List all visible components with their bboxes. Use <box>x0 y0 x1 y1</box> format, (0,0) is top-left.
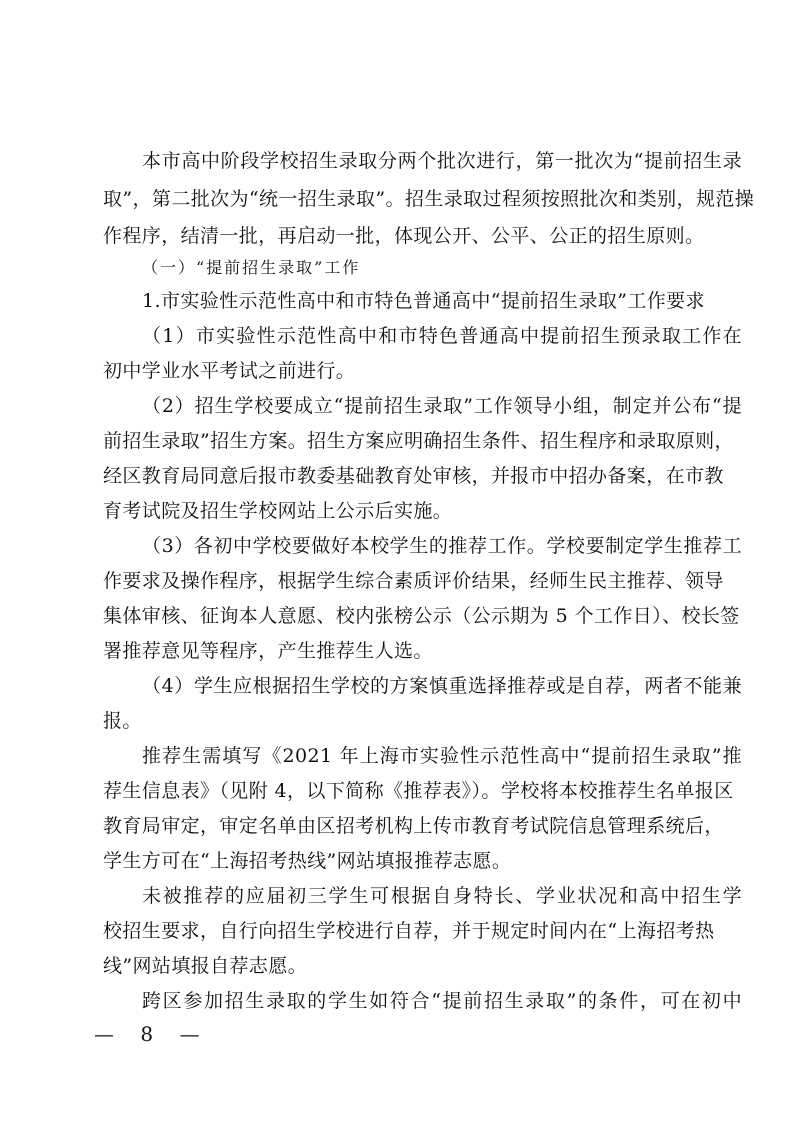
item-3-line-3: 集体审核、征询本人意愿、校内张榜公示（公示期为 5 个工作日）、校长签 <box>103 605 740 627</box>
item-heading: 1.市实验性示范性高中和市特色普通高中“提前招生录取”工作要求 <box>142 290 705 312</box>
item-1-line-1: （1）市实验性示范性高中和市特色普通高中提前招生预录取工作在 <box>142 325 742 347</box>
item-4-line-1: （4）学生应根据招生学校的方案慎重选择推荐或是自荐，两者不能兼 <box>142 675 742 697</box>
page-number: — 8 — <box>94 1022 210 1046</box>
section-subheading: （一）“提前招生录取”工作 <box>142 258 361 277</box>
paragraph-2-line-3: 教育局审定，审定名单由区招考机构上传市教育考试院信息管理系统后， <box>103 815 724 837</box>
paragraph-3-line-2: 校招生要求，自行向招生学校进行自荐，并于规定时间内在“上海招考热 <box>103 920 715 942</box>
paragraph-1-line-3: 作程序，结清一批，再启动一批，体现公开、公平、公正的招生原则。 <box>103 225 705 247</box>
item-3-line-2: 作要求及操作程序，根据学生综合素质评价结果，经师生民主推荐、领导 <box>103 570 724 592</box>
item-4-line-2: 报。 <box>103 710 142 732</box>
paragraph-1-line-2: 取”，第二批次为“统一招生录取”。招生录取过程须按照批次和类别，规范操 <box>103 188 755 210</box>
item-3-line-4: 署推荐意见等程序，产生推荐生人选。 <box>103 640 433 662</box>
item-2-line-2: 前招生录取”招生方案。招生方案应明确招生条件、招生程序和录取原则， <box>103 430 734 452</box>
paragraph-3-line-1: 未被推荐的应届初三学生可根据自身特长、学业状况和高中招生学 <box>142 885 742 907</box>
item-2-line-1: （2）招生学校要成立“提前招生录取”工作领导小组，制定并公布“提 <box>142 395 742 417</box>
paragraph-2-line-2: 荐生信息表》（见附 4，以下简称《推荐表》）。学校将本校推荐生名单报区 <box>103 780 734 802</box>
item-3-line-1: （3）各初中学校要做好本校学生的推荐工作。学校要制定学生推荐工 <box>142 535 742 557</box>
paragraph-2-line-4: 学生方可在“上海招考热线”网站填报推荐志愿。 <box>103 850 512 872</box>
item-2-line-3: 经区教育局同意后报市教委基础教育处审核，并报市中招办备案，在市教 <box>103 465 724 487</box>
paragraph-4-line-1: 跨区参加招生录取的学生如符合“提前招生录取”的条件，可在初中 <box>142 990 742 1012</box>
paragraph-3-line-3: 线”网站填报自荐志愿。 <box>103 955 308 977</box>
item-2-line-4: 育考试院及招生学校网站上公示后实施。 <box>103 500 453 522</box>
paragraph-1-line-1: 本市高中阶段学校招生录取分两个批次进行，第一批次为“提前招生录 <box>142 150 742 172</box>
item-1-line-2: 初中学业水平考试之前进行。 <box>103 360 356 382</box>
paragraph-2-line-1: 推荐生需填写《2021 年上海市实验性示范性高中“提前招生录取”推 <box>142 745 742 767</box>
